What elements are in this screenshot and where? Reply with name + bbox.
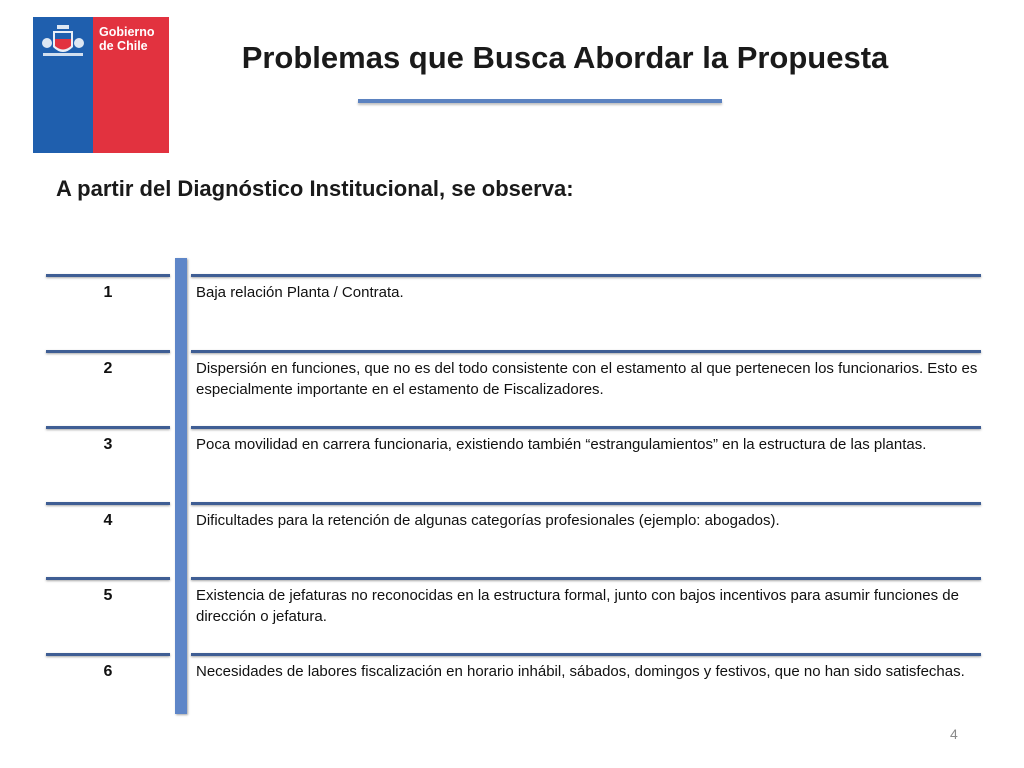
logo-line-2: de Chile (99, 39, 148, 53)
text-rule (191, 577, 981, 580)
item-number: 1 (103, 284, 113, 301)
list-item (0, 274, 1024, 350)
title-underline (358, 99, 722, 103)
list-item (0, 653, 1024, 729)
gobierno-de-chile-logo (33, 17, 169, 153)
list-item (0, 502, 1024, 578)
logo-line-1: Gobierno (99, 25, 155, 39)
number-rule (46, 653, 170, 656)
coat-of-arms-icon (39, 23, 87, 63)
text-rule (191, 653, 981, 656)
list-item (0, 350, 1024, 426)
list-item (0, 577, 1024, 653)
item-text: Dificultades para la retención de algunas categorías profesionales (ejemplo: abogados). (196, 512, 780, 529)
item-text: Poca movilidad en carrera funcionaria, existiendo también “estrangulamientos” en la estructura de las plantas. (196, 436, 927, 453)
logo-text (99, 25, 155, 53)
item-text: Necesidades de labores fiscalización en horario inhábil, sábados, domingos y festivos, que no han sido satisfechas. (196, 663, 965, 680)
number-rule (46, 274, 170, 277)
item-text: Dispersión en funciones, que no es del todo consistente con el estamento al que pertenecen los funcionarios. Esto es especialmente importante en el estamento de Fiscalizadores. (196, 360, 978, 398)
item-number: 6 (103, 663, 113, 680)
text-rule (191, 426, 981, 429)
slide-subtitle: A partir del Diagnóstico Institucional, se observa: (56, 176, 574, 201)
item-number: 3 (103, 436, 113, 453)
page-number: 4 (950, 726, 958, 742)
item-number: 4 (103, 512, 113, 529)
item-number: 2 (103, 360, 113, 377)
text-rule (191, 350, 981, 353)
number-rule (46, 426, 170, 429)
number-rule (46, 502, 170, 505)
list-item (0, 426, 1024, 502)
number-rule (46, 577, 170, 580)
item-text: Existencia de jefaturas no reconocidas en la estructura formal, junto con bajos incentivos para asumir funciones de dirección o jefatura. (196, 587, 959, 625)
text-rule (191, 502, 981, 505)
item-text: Baja relación Planta / Contrata. (196, 284, 404, 301)
number-rule (46, 350, 170, 353)
slide-title: Problemas que Busca Abordar la Propuesta (241, 40, 889, 75)
item-number: 5 (103, 587, 113, 604)
text-rule (191, 274, 981, 277)
